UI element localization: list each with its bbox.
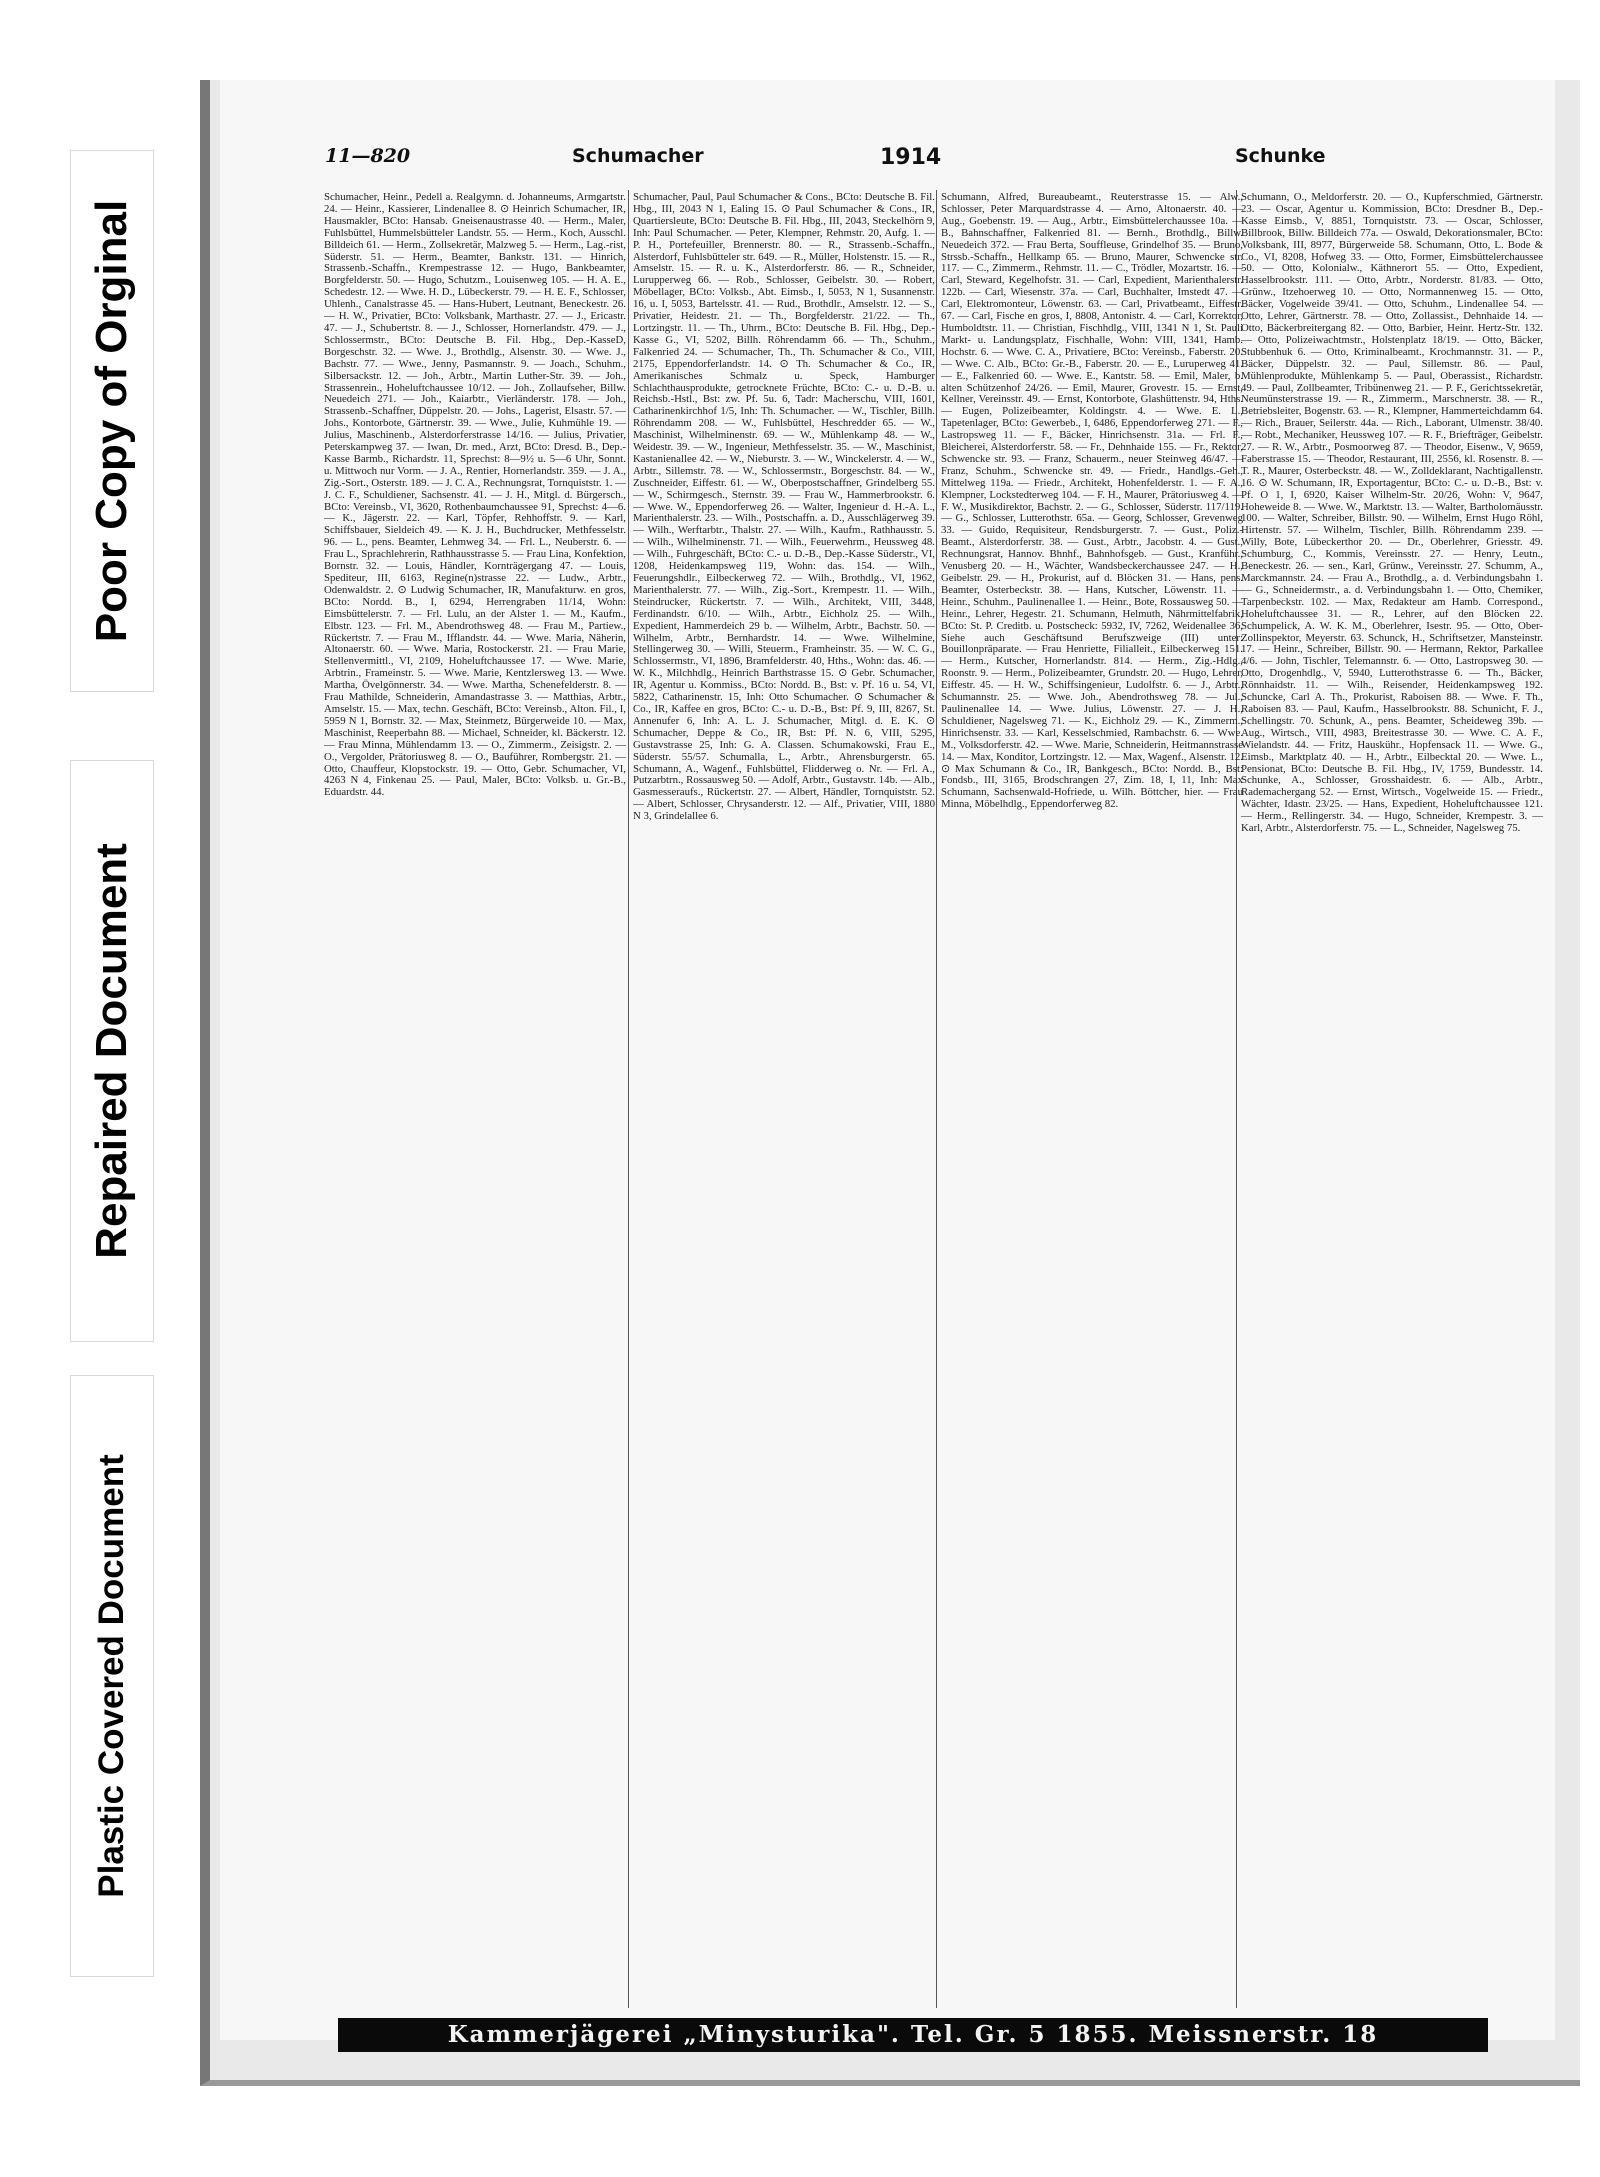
column-3-text: Schumann, Alfred, Bureaubeamt., Reuterstrasse 15. — Alw., Schlosser, Peter Marquardstrasse 4. — Arno, Altonaerstr. 40. — Aug., Goebenstr. 19. — Aug., Arbtr., Eimsbüttelerchaussee 10a. — B., Bahnschaffner, Falkenried 81. — Bernh., Brothdlg., Billw. Neuedeich 372. — Frau Berta, Souffleuse, Grindelhof 35. — Bruno, Strssb.-Schaffn., Hellkamp 65. — Bruno, Maurer, Schwencke str. 117. — C., Zimmerm., Rehmstr. 11. — C., Trödler, Mozartstr. 16. — Carl, Steward, Kegelhofstr. 31. — Carl, Expedient, Marienthalerstr. 122b. — Carl, Wiesenstr. 37a. — Carl, Buchhalter, Imstedt 47. — Carl, Elektromonteur, Löwenstr. 63. — Carl, Privatbeamt., Eiffestr. 67. — Carl, Fische en gros, I, 8808, Antonistr. 4. — Carl, Korrektor, Humboldtstr. 11. — Christian, Fischhdlg., VIII, 1341 N 1, St. Pauli Markt- u. Landungsplatz, Fischhalle, Wohn: VIII, 1341, Hamb. Hochstr. 6. — Wwe. C. A., Privatiere, BCto: Vereinsb., Faberstr. 20. — Wwe. C. Alb., BCto: Gr.-B., Faberstr. 20. — E., Luruperweg 41. — E., Falkenried 60. — Wwe. E., Kantstr. 58. — Emil, Maler, b. alten Schützenhof 24/26. — Emil, Maurer, Grovestr. 15. — Ernst, Kellner, Vereinsstr. 49. — Ernst, Kontorbote, Glashüttenstr. 94, Hths. — Eugen, Polizeibeamter, Koldingstr. 4. — Wwe. E. L., Tapetenlager, BCto: Gewerbeb., I, 6486, Eppendorferweg 271. — F., Lastropsweg 11. — F., Bäcker, Hinrichsenstr. 31a. — Frl. F., Bleicherei, Alsterdorferstr. 58. — Fr., Dehnhaide 155. — Fr., Rektor, Schwencke str. 93. — Franz, Schauerm., neuer Steinweg 46/47. — Franz, Schuhm., Schwencke str. 49. — Friedr., Handlgs.-Geh., Mittelweg 119a. — Friedr., Architekt, Hohenfelderstr. 1. — F. A., Klempner, Lockstedterweg 104. — F. H., Maurer, Prätoriusweg 4. — F. W., Musikdirektor, Bachstr. 2. — G., Schlosser, Süderstr. 117/119. — G., Schlosser, Lutterothstr. 65a. — Georg, Schlosser, Grevenweg 33. — Guido, Requisiteur, Rendsburgerstr. 7. — Gust., Poliz.-Beamt., Alsterdorferstr. 38. — Gust., Arbtr., Jacobstr. 4. — Gust., Rechnungsrat, Hannov. Bhnhf., Bahnhofsgeb. — Gust., Kranführ., Venusberg 20. — H., Wächter, Wandsbeckerchaussee 247. — H., Geibelstr. 29. — H., Prokurist, auf d. Blöcken 31. — Hans, pens. Beamter, Osterbeckstr. 38. — Hans, Kutscher, Löwenstr. 11. — Heinr., Schuhm., Paulinenallee 1. — Heinr., Bote, Rossausweg 50. — Heinr., Lehrer, Hegestr. 21. Schumann, Helmuth, Nährmittelfabrik, BCto: St. P. Creditb. u. Postscheck: 5932, IV, 7262, Weidenallee 36, Siehe auch Geschäftsund Berufszweige (III) unter: Bouillonpräparate. — Frau Henriette, Filialleit., Eilbeckerweg 151. — Herm., Kutscher, Hornerlandstr. 814. — Herm., Zig.-Hdlg., Roonstr. 9. — Herm., Polizeibeamter, Grundstr. 20. — Hugo, Lehrer, Eiffestr. 45. — H. W., Schiffsingenieur, Ludolfstr. 6. — J., Arbtr., Schumannstr. 25. — Wwe. Joh., Abendrothsweg 78. — Jul., Paulinenallee 14. — Wwe. Julius, Löwenstr. 27. — J. H., Schuldiener, Nagelsweg 71. — K., Eichholz 29. — K., Zimmerm., Hinrichsenstr. 33. — Karl, Kesselschmied, Rambachstr. 6. — Wwe. M., Volksdorferstr. 42. — Wwe. Marie, Schneiderin, Heitmannstrasse 14. — Max, Konditor, Lortzingstr. 12. — Max, Wagenf., Alsenstr. 12. ⊙ Max Schumann & Co., IR, Bankgesch., BCto: Nordd. B., Bst: Fondsb., III, 3165, Brodschrangen 27, Zim. 18, I, 11, Inh: Max Schumann, Sachsenwald-Hofriede, u. Wilh. Böttcher, hier. — Frau Minna, Möbelhdlg., Eppendorferweg 82.: [941, 192, 1243, 811]
repaired-document-label: Repaired Document: [87, 843, 136, 1259]
plastic-covered-label: Plastic Covered Document: [92, 1454, 131, 1898]
page-paper: [220, 80, 1555, 2048]
column-4-text: Schumann, O., Meldorferstr. 20. — O., Kupferschmied, Gärtnerstr. 23. — Oscar, Agentur u. Kommission, BCto: Dresdner B., Dep.-Kasse Eimsb., V, 8851, Tornquiststr. 73. — Oscar, Schlosser, Billbrook, Billw. Billdeich 77a. — Oswald, Dekorationsmaler, BCto: Volksbank, III, 8977, Bürgerweide 58. Schumann, Otto, L. Bode & Co., VI, 8208, Hofweg 33. — Otto, Former, Eimsbüttelerchaussee 50. — Otto, Kolonialw., Käthnerort 55. — Otto, Expedient, Hasselbrookstr. 111. — Otto, Arbtr., Norderstr. 81/83. — Otto, Grünw., Itzehoerweg 10. — Otto, Normannenweg 15. — Otto, Bäcker, Vogelweide 39/41. — Otto, Schuhm., Lindenallee 54. — Otto, Lehrer, Gärtnerstr. 78. — Otto, Zollassist., Dehnhaide 14. — Otto, Bäckerbreitergang 82. — Otto, Barbier, Heinr. Hertz-Str. 132. — Otto, Polizeiwachtmstr., Holstenplatz 18/19. — Otto, Bäcker, Stubbenhuk 6. — Otto, Kriminalbeamt., Krochmannstr. 31. — P., Bäcker, Düppelstr. 32. — Paul, Sillemstr. 86. — Paul, Mühlenprodukte, Mühlenkamp 5. — Paul, Oberassist., Richardstr. 49. — Paul, Zollbeamter, Tribünenweg 21. — P. F., Gerichtssekretär, Neumünsterstrasse 19. — R., Zimmerm., Marschnerstr. 38. — R., Betriebsleiter, Bogenstr. 63. — R., Klempner, Hammerteichdamm 64. — Rich., Brauer, Seilerstr. 44a. — Rich., Laborant, Ulmenstr. 38/40. — Robt., Mechaniker, Heussweg 107. — R. F., Briefträger, Geibelstr. 27. — R. W., Arbtr., Posmoorweg 87. — Theodor, Eisenw., V, 9659, Faberstrasse 15. — Theodor, Restaurant, III, 2556, kl. Rosenstr. 8. — T. R., Maurer, Osterbeckstr. 48. — W., Zolldeklarant, Nachtigallenstr. 16. ⊙ W. Schumann, IR, Exportagentur, BCto: C.- u. D.-B., Bst: v. Pf. O 1, I, 6920, Kaiser Wilhelm-Str. 20/26, Wohn: V, 9647, Hoheweide 8. — Wwe. W., Marktstr. 13. — Walter, Bartholomäusstr. 100. — Walter, Schreiber, Billstr. 90. — Wilhelm, Ernst Hugo Röhl, Hirtenstr. 57. — Wilhelm, Tischler, Billh. Röhrendamm 239. — Willy, Bote, Lübeckerthor 20. — Dr., Oberlehrer, Griesstr. 49. Schumburg, C., Kommis, Vereinsstr. 27. — Henry, Leutn., Beneckestr. 26. — sen., Karl, Grünw., Vereinsstr. 27. Schumm, A., Marckmannstr. 24. — Frau A., Brothdlg., a. d. Verbindungsbahn 1. — G., Schneidermstr., a. d. Verbindungsbahn 1. — Otto, Chemiker, Tarpenbeckstr. 102. — Max, Redakteur am Hamb. Correspond., Hoheluftchaussee 31. — R., Lehrer, auf den Blöcken 22. Schumpelick, A. W. K. M., Oberlehrer, Isestr. 95. — Otto, Ober-Zollinspektor, Meyerstr. 63. Schunck, H., Schriftsetzer, Mansteinstr. 17. — Heinr., Schreiber, Billstr. 90. — Hermann, Rektor, Parkallee 4/6. — John, Tischler, Telemannstr. 6. — Otto, Lastropsweg 30. — Otto, Drogenhdlg., V, 5940, Lutterothstrasse 6. — Th., Bäcker, Rönnhaidstr. 11. — Wilh., Reisender, Heidenkampsweg 192. Schuncke, Carl A. Th., Prokurist, Raboisen 88. — Wwe. F. Th., Raboisen 83. — Paul, Kaufm., Hasselbrookstr. 88. Schunicht, F. J., Schellingstr. 70. Schunk, A., pens. Beamter, Scheideweg 39b. — Aug., Wirtsch., VIII, 4983, Breitestrasse 30. — Wwe. C. A. F., Wielandstr. 44. — Fritz, Hauskühr., Hopfensack 11. — Wwe. G., Eimsb., Marktplatz 40. — H., Arbtr., Eilbecktal 20. — Wwe. L., Pensionat, BCto: Deutsche B. Fil. Hbg., IV, 1759, Bundesstr. 14. Schunke, A., Schlosser, Grosshaidestr. 6. — Alb., Arbtr., Rademachergang 52. — Ernst, Wirtsch., Vogelweide 15. — Friedr., Wächter, Idastr. 23/25. — Hans, Expedient, Hoheluftchaussee 121. — Herm., Rellingerstr. 34. — Hugo, Schneider, Krempestr. 3. — Karl, Arbtr., Alsterdorferstr. 75. — L., Schneider, Nagelsweg 75.: [1241, 192, 1543, 835]
column-2-text: Schumacher, Paul, Paul Schumacher & Cons., BCto: Deutsche B. Fil. Hbg., III, 2043 N 1, Ealing 15. ⊙ Paul Schumacher & Cons., IR, Quartiersleute, BCto: Deutsche B. Fil. Hbg., III, 2043, Steckelhörn 9, Inh: Paul Schumacher. — Peter, Klempner, Rehmstr. 20, Aufg. 1. — P. H., Portefeuiller, Brennerstr. 80. — R., Strassenb.-Schaffn., Alsterdorf, Fuhlsbütteler str. 649. — R., Müller, Holstenstr. 15. — R., Amselstr. 15. — R. u. K., Alsterdorferstr. 86. — R., Schneider, Lurupperweg 66. — Rob., Schlosser, Geibelstr. 30. — Robert, Möbellager, BCto: Volksb., Abt. Eimsb., I, 5053, N 1, Susannenstr. 16, u. I, 5053, Bartelsstr. 41. — Rud., Brothdlr., Amselstr. 12. — S., Privatier, Heidestr. 21. — Th., Borgfelderstr. 21/22. — Th., Lortzingstr. 11. — Th., Uhrm., BCto: Deutsche B. Fil. Hbg., Dep.-Kasse G., VI, 5202, Billh. Röhrendamm 66. — Th., Schuhm., Falkenried 24. — Schumacher, Th., Th. Schumacher & Co., VIII, 2175, Eppendorferlandstr. 14. ⊙ Th. Schumacher & Co., IR, Amerikanisches Schmalz u. Speck, Hamburger Schlachthausprodukte, getrocknete Früchte, BCto: C.- u. D.-B. u. Reichsb.-Hstl., Bst: zw. Pf. 5u. 6, Tadr: Macherschu, VIII, 1601, Catharinenkirchhof 1/5, Inh: Th. Schumacher. — W., Tischler, Billh. Röhrendamm 208. — W., Fuhlsbüttel, Heschredder 65. — W., Maschinist, Wilhelminenstr. 69. — W., Mühlenkamp 48. — W., Weidestr. 39. — W., Ingenieur, Methfesselstr. 35. — W., Maschinist, Kastanienallee 42. — W., Nieburstr. 3. — W., Winckelerstr. 4. — W., Arbtr., Sillemstr. 78. — W., Schlossermstr., Borgeschstr. 84. — W., Zuschneider, Eiffestr. 61. — W., Oberpostschaffner, Grindelberg 55. — W., Schirmgesch., Sternstr. 39. — Frau W., Hammerbrookstr. 6. — Wwe. W., Eppendorferweg 26. — Walter, Ingenieur d. H.-A. L., Marienthalerstr. 23. — Wilh., Postschaffn. a. D., Ausschlägerweg 39. — Wilh., Werftarbtr., Thalstr. 27. — Wilh., Kaufm., Rathhausstr. 5. — Wilh., Wilhelminenstr. 71. — Wilh., Feuerwehrm., Heussweg 48. — Wilh., Fuhrgeschäft, BCto: C.- u. D.-B., Dep.-Kasse Süderstr., VI, 1208, Heidenkampsweg 119, Wohn: das. 154. — Wilh., Feuerungshdlr., Eilbeckerweg 72. — Wilh., Brothdlg., VI, 1962, Marienthalerstr. 77. — Wilh., Zig.-Sort., Krempestr. 11. — Wilh., Steindrucker, Rückertstr. 7. — Wilh., Architekt, VIII, 3448, Ferdinandstr. 6/10. — Wilh., Arbtr., Eichholz 25. — Wilh., Expedient, Hammerdeich 29 b. — Wilhelm, Arbtr., Bachstr. 50. — Wilhelm, Arbtr., Bernhardstr. 14. — Wwe. Wilhelmine, Stellingerweg 30. — Willi, Steuerm., Framheinstr. 35. — W. C. G., Schlossermstr., VI, 1896, Bramfelderstr. 40, Hths., Wohn: das. 46. — W. K., Milchhdlg., Heinrich Barthstrasse 15. ⊙ Gebr. Schumacher, IR, Agentur u. Kommiss., BCto: Nordd. B., Bst: v. Pf. 16 u. 54, VI, 5822, Catharinenstr. 15, Inh: Otto Schumacher. ⊙ Schumacher & Co., IR, Kaffee en gros, BCto: C.- u. D.-B., Bst: Pf. 9, III, 8267, St. Annenufer 6, Inh: A. L. J. Schumacher, Mitgl. d. E. K. ⊙ Schumacher, Deppe & Co., IR, Bst: Pf. N. 6, VIII, 5295, Gustavstrasse 25, Inh: G. A. Classen. Schumakowski, Frau E., Süderstr. 55/57. Schumalla, L., Arbtr., Ahrensburgerstr. 65. Schumann, A., Wagenf., Fuhlsbüttel, Flidderweg o. Nr. — Frl. A., Putzarbtrn., Rossausweg 50. — Adolf, Arbtr., Gustavstr. 14b. — Alb., Gasmesseraufs., Rückertstr. 27. — Albert, Händler, Tornquiststr. 52. — Albert, Schlosser, Chrysanderstr. 12. — Alf., Privatier, VIII, 1880 N 3, Grindelallee 6.: [633, 192, 935, 823]
column-divider: [628, 190, 629, 2008]
column-divider: [936, 190, 937, 2008]
header-year: 1914: [880, 145, 942, 170]
header-right-word: Schunke: [1235, 145, 1326, 167]
poor-copy-label-box: [70, 150, 154, 692]
header-left-word: Schumacher: [572, 145, 704, 167]
directory-page-scan: [200, 80, 1580, 2086]
advertisement-banner: Kammerjägerei „Minysturika". Tel. Gr. 5 1855. Meissnerstr. 18: [338, 2018, 1488, 2052]
page-header: [220, 145, 1555, 177]
repaired-document-label-box: [70, 760, 154, 1342]
directory-column-3: [941, 192, 1243, 2007]
column-1-text: Schumacher, Heinr., Pedell a. Realgymn. d. Johanneums, Armgartstr. 24. — Heinr., Kassierer, Lindenallee 8. ⊙ Heinrich Schumacher, IR, Hausmakler, BCto: Hansab. Gneisenaustrasse 40. — Herm., Maler, Fuhlsbüttel, Hummelsbütteler Landstr. 55. — Herm., Koch, Ausschl. Billdeich 61. — Herm., Zollsekretär, Malzweg 5. — Herm., Lag.-rist, Süderstr. 51. — Herm., Beamter, Bankstr. 131. — Hinrich, Strassenb.-Schaffn., Krempestrasse 12. — Hugo, Bankbeamter, Borgfelderstr. 50. — Hugo, Schutzm., Louisenweg 105. — H. A. E., Schedestr. 12. — Wwe. H. D., Lübeckerstr. 79. — H. E. F., Schlosser, Uhlenh., Canalstrasse 45. — Hans-Hubert, Leutnant, Beneckestr. 26. — H. W., Privatier, BCto: Volksbank, Marthastr. 27. — J., Ericastr. 47. — J., Schubertstr. 8. — J., Schlosser, Hornerlandstr. 479. — J., Schlossermstr., BCto: Deutsche B. Fil. Hbg., Dep.-KasseD, Borgeschstr. 32. — Wwe. J., Brothdlg., Alsenstr. 30. — Wwe. J., Bachstr. 77. — Wwe., Jenny, Pasmannstr. 9. — Joach., Schuhm., Silbersackstr. 12. — Joh., Arbtr., Martin Luther-Str. 39. — Joh., Strassenrein., Hoheluftchaussee 10/12. — Joh., Zollaufseher, Billw. Neuedeich 271. — Joh., Kaiarbtr., Vierländerstr. 178. — Joh., Strassenb.-Schaffner, Düppelstr. 20. — Johs., Lagerist, Elsastr. 57. — Johs., Kontorbote, Gärtnerstr. 39. — Wwe., Julie, Kuhmühle 19. — Julius, Maschinenb., Alsterdorferstrasse 14/16. — Julius, Privatier, Peterskampweg 37. — Iwan, Dr. med., Arzt, BCto: Dresd. B., Dep.-Kasse Barmb., Richardstr. 11, Sprechst: 8—9½ u. 5—6 Uhr, Sonnt. u. Mittwoch nur Vorm. — J. A., Rentier, Hornerlandstr. 359. — J. A., Zig.-Sort., Osterstr. 189. — J. C. A., Rechnungsrat, Tornquiststr. 1. — J. C. F., Schuldiener, Sachsenstr. 41. — J. H., Mitgl. d. Bürgersch., BCto: Vereinsb., VI, 3620, Rothenbaumchaussee 91, Sprechst: 4—6. — K., Jägerstr. 22. — Karl, Töpfer, Rehhoffstr. 9. — Karl, Schiffsbauer, Sieldeich 49. — K. J. H., Buchdrucker, Methfesselstr. 96. — L., pens. Beamter, Lehmweg 34. — Frl. L., Neuberstr. 6. — Frau L., Sprachlehrerin, Rathhausstrasse 5. — Frau Lina, Konfektion, Bornstr. 32. — Louis, Händler, Kornträgergang 47. — Louis, Spediteur, III, 6163, Regine(n)strasse 22. — Ludw., Arbtr., Odenwaldstr. 2. ⊙ Ludwig Schumacher, IR, Manufakturw. en gros, BCto: Nordd. B., I, 6294, Herrengraben 11/14, Wohn: Eimsbüttelerstr. 7. — Frl. Lulu, an der Alster 1. — M., Kaufm., Elbstr. 123. — Frl. M., Abendrothsweg 48. — Frau M., Partiew., Rückertstr. 7. — Frau M., Ifflandstr. 44. — Wwe. Maria, Näherin, Altonaerstr. 60. — Wwe. Maria, Rostockerstr. 21. — Frau Marie, Stellenvermittl., VI, 2109, Hoheluftchaussee 17. — Wwe. Marie, Arbtrin., Frameinstr. 5. — Wwe. Marie, Kentzlersweg 13. — Wwe. Martha, Övelgönnerstr. 34. — Wwe. Martha, Schenefelderstr. 8. — Frau Mathilde, Schneiderin, Amandastrasse 3. — Matthias, Arbtr., Amselstr. 15. — Max, techn. Geschäft, BCto: Vereinsb., Alton. Fil., I, 5959 N 1, Bornstr. 32. — Max, Steinmetz, Bürgerweide 10. — Max, Maschinist, Reeperbahn 88. — Michael, Schneider, kl. Bäckerstr. 12. — Frau Minna, Mühlendamm 13. — O., Zimmerm., Zeisigstr. 2. — O., Vergolder, Prätoriusweg 8. — O., Bauführer, Rombergstr. 21. — Otto, Chauffeur, Klopstockstr. 19. — Otto, Gebr. Schumacher, VI, 4263 N 4, Finkenau 25. — Paul, Maler, BCto: Volksb. u. Gr.-B., Eduardstr. 44.: [324, 192, 626, 799]
page-number: 11—820: [325, 145, 411, 167]
poor-copy-label: Poor Copy of Orginal: [87, 199, 136, 643]
directory-column-2: [633, 192, 935, 2007]
directory-column-4: [1241, 192, 1543, 2007]
plastic-covered-label-box: [70, 1375, 154, 1977]
directory-column-1: [324, 192, 626, 2007]
